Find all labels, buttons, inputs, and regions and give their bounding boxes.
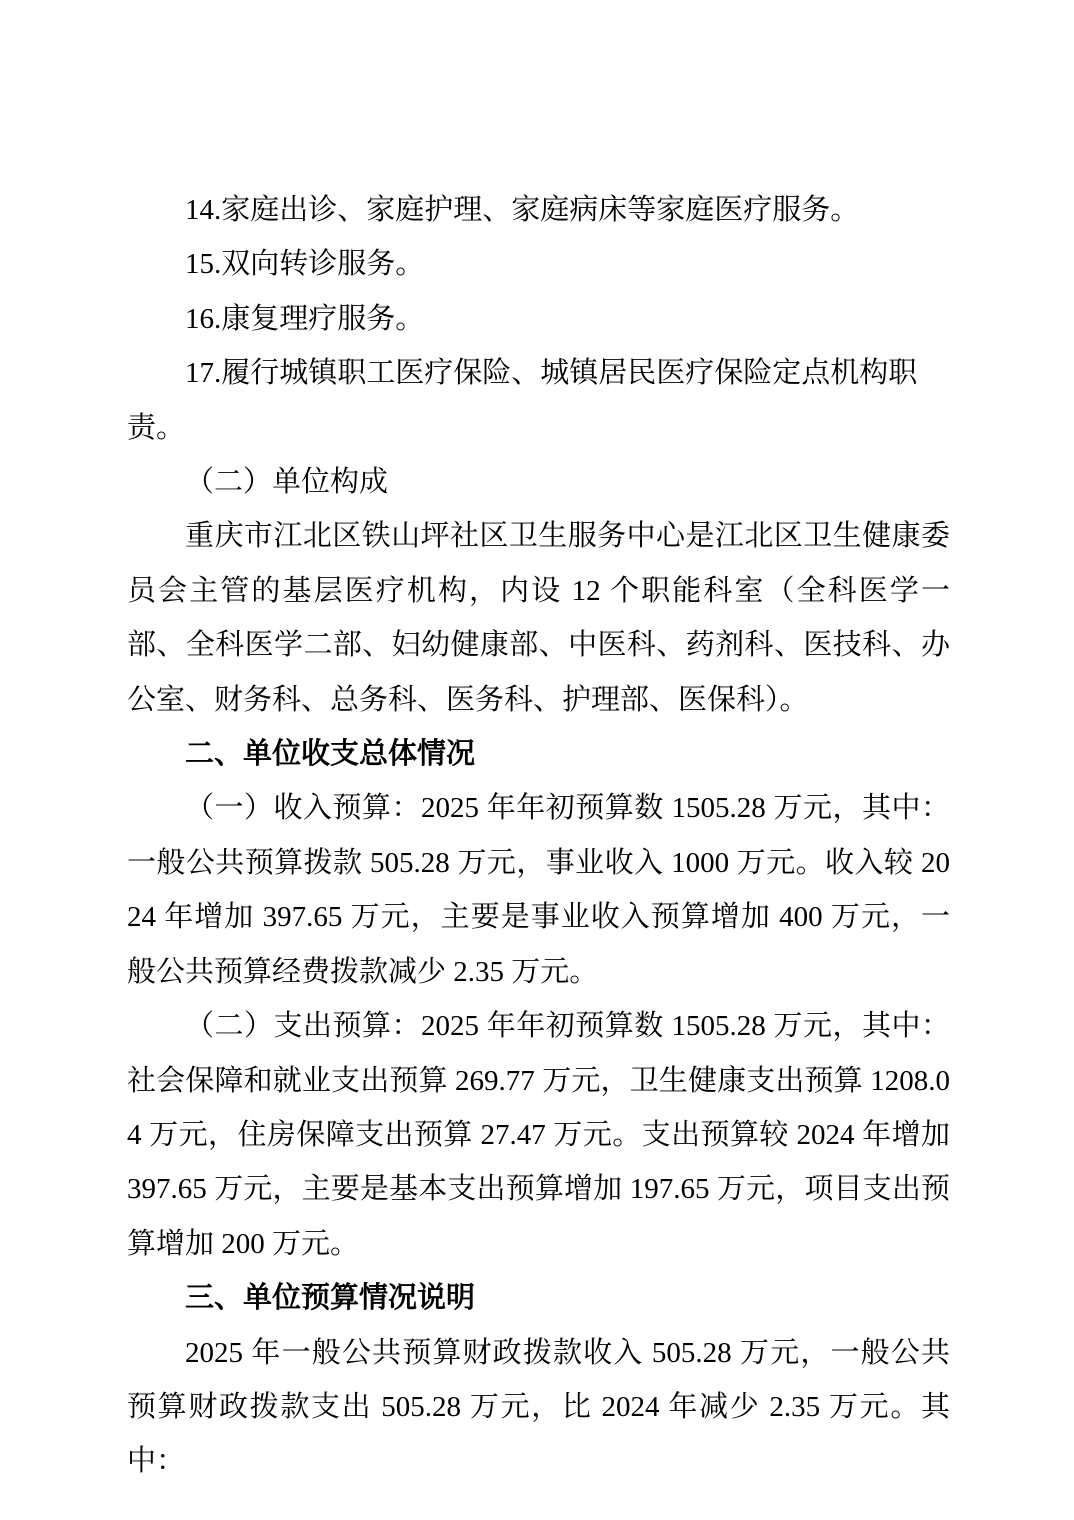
list-item: 17.履行城镇职工医疗保险、城镇居民医疗保险定点机构职责。 [127, 357, 918, 444]
body-paragraph: （一）收入预算：2025 年年初预算数 1505.28 万元，其中：一般公共预算拨款 505.28 万元，事业收入 1000 万元。收入较 2024 年增加 397.65 万元，主要是事业收入预算增加 400 万元，一般公共预算经费拨款减少 2.35 万元。 [127, 792, 950, 988]
body-paragraph: （二）支出预算：2025 年年初预算数 1505.28 万元，其中：社会保障和就业支出预算 269.77 万元，卫生健康支出预算 1208.04 万元，住房保障支出预算 27.47 万元。支出预算较 2024 年增加 397.65 万元，主要是基本支出预算增加 197.65 万元，项目支出预算增加 200 万元。 [127, 1010, 950, 1260]
list-item: 14.家庭出诊、家庭护理、家庭病床等家庭医疗服务。 [185, 194, 860, 226]
sub-heading: （二）单位构成 [185, 466, 389, 499]
section-heading: 三、单位预算情况说明 [185, 1282, 476, 1315]
section-heading: 二、单位收支总体情况 [185, 738, 476, 771]
list-item: 16.康复理疗服务。 [185, 302, 425, 335]
body-paragraph: 重庆市江北区铁山坪社区卫生服务中心是江北区卫生健康委员会主管的基层医疗机构，内设 12 个职能科室（全科医学一部、全科医学二部、妇幼健康部、中医科、药剂科、医技科、办公室、财务科、总务科、医务科、护理部、医保科）。 [127, 520, 950, 716]
list-item: 15.双向转诊服务。 [185, 248, 425, 281]
document-body [127, 183, 950, 1489]
body-paragraph: 2025 年一般公共预算财政拨款收入 505.28 万元，一般公共预算财政拨款支出 505.28 万元，比 2024 年减少 2.35 万元。其中： [127, 1336, 950, 1478]
